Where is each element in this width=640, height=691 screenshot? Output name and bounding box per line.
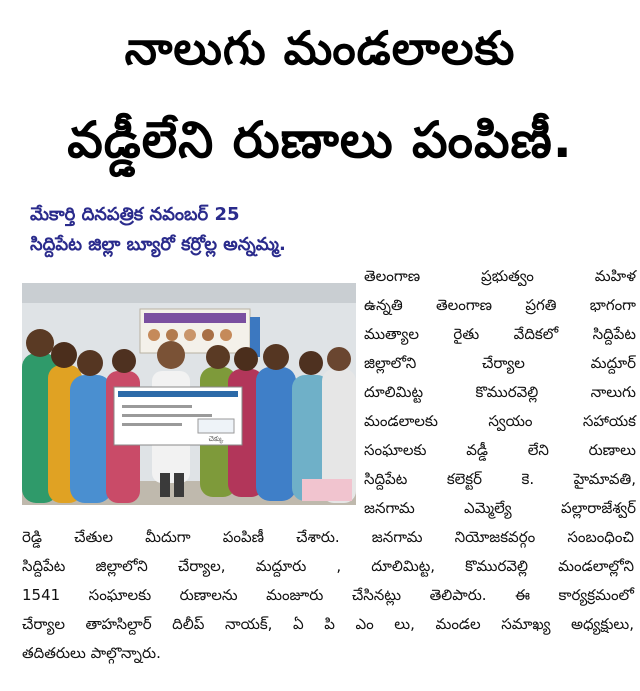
article-column-line: సిద్దిపేట కలెక్టర్ కె. హైమావతి, [364, 470, 636, 488]
article-column-line: సంఘాలకు వడ్డీ లేని రుణాలు [364, 441, 636, 459]
byline-reporter: సిద్దిపేట జిల్లా బ్యూరో కర్రోల్ల అన్నమ్మ. [30, 234, 286, 255]
article-column-line: మండలాలకు స్వయం సహాయక [364, 412, 636, 430]
article-column-line: తెలంగాణ ప్రభుత్వం మహిళ [364, 267, 636, 285]
news-photo-illustration [22, 283, 356, 505]
article-full-line: రెడ్డి చేతుల మీదుగా పంపిణీ చేశారు. జనగామ నియోజకవర్గం సంబంధించి [22, 528, 634, 546]
byline-dateline: మేకార్తి దినపత్రిక నవంబర్ 25 [30, 204, 240, 225]
article-full-line: చేర్యాల తాహసిల్దార్ దిలీప్ నాయక్, ఏ పి ఎం లు, మండల సమాఖ్య అధ్యక్షులు, [22, 615, 634, 633]
article-column-line: ఉన్నతి తెలంగాణ ప్రగతి భాగంగా [364, 296, 636, 314]
article-column-line: జనగామ ఎమ్మెల్యే పల్లారాజేశ్వర్ [364, 499, 636, 517]
article-full-line: తదితరులు పాల్గొన్నారు. [22, 644, 161, 662]
article-column-line: జిల్లాలోని చేర్యాల మద్దూర్ [364, 354, 636, 372]
article-full-line: 1541 సంఘాలకు రుణాలను మంజూరు చేసినట్లు తెలిపారు. ఈ కార్యక్రమంలో [22, 586, 634, 604]
headline-line-1: నాలుగు మండలాలకు [124, 21, 516, 75]
article-column-line: దూలిమిట్ట కొమురవెల్లి నాలుగు [364, 383, 636, 401]
article-column-line: ముత్యాల రైతు వేదికలో సిద్దిపేట [364, 325, 636, 343]
headline-line-2: వడ్డీలేని రుణాలు పంపిణీ. [67, 111, 573, 169]
article-full-line: సిద్దిపేట జిల్లాలోని చేర్యాల, మద్దూరు , దూలిమిట్ట, కొమురవెల్లి మండలాల్లోని [22, 557, 634, 575]
news-photo [22, 283, 356, 505]
cheque-label: చెక్కు [208, 435, 224, 443]
